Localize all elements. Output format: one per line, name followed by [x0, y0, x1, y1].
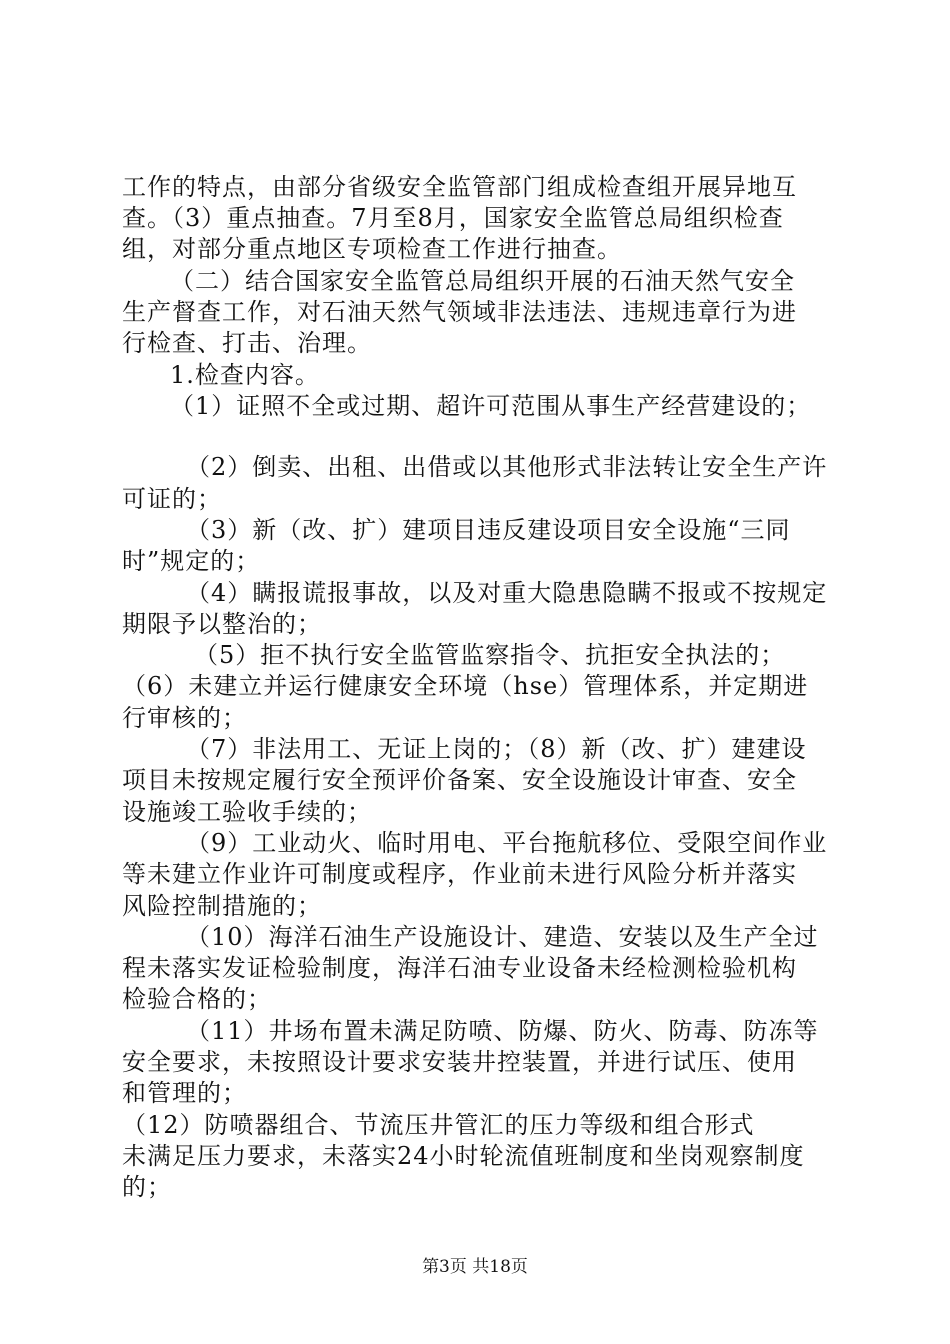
- text-line: （10）海洋石油生产设施设计、建造、安装以及生产全过: [186, 923, 819, 951]
- text-line: 设施竣工验收手续的；: [122, 798, 372, 826]
- text-line: 风险控制措施的；: [122, 892, 322, 920]
- text-line: （3）新（改、扩）建项目违反建设项目安全设施“三同: [186, 516, 791, 544]
- text-line: （6）未建立并运行健康安全环境（hse）管理体系，并定期进: [122, 672, 809, 700]
- text-line: 1.检查内容。: [170, 361, 320, 389]
- page-number-footer: 第3页 共18页: [422, 1257, 528, 1277]
- text-line: 行审核的；: [122, 704, 247, 732]
- text-line: 时”规定的；: [122, 547, 261, 575]
- text-line: （12）防喷器组合、节流压井管汇的压力等级和组合形式: [122, 1111, 755, 1139]
- text-line: （7）非法用工、无证上岗的；（8）新（改、扩）建建设: [186, 735, 807, 763]
- text-line: 查。（3）重点抽查。7月至8月，国家安全监管总局组织检查: [122, 204, 784, 232]
- text-line: 未满足压力要求，未落实24小时轮流值班制度和坐岗观察制度: [122, 1142, 805, 1170]
- text-line: （2）倒卖、出租、出借或以其他形式非法转让安全生产许: [186, 453, 828, 481]
- text-line: 行检查、打击、治理。: [122, 329, 372, 357]
- text-line: （9）工业动火、临时用电、平台拖航移位、受限空间作业: [186, 829, 828, 857]
- text-line: 等未建立作业许可制度或程序，作业前未进行风险分析并落实: [122, 860, 797, 888]
- text-line: 的；: [122, 1173, 172, 1201]
- text-line: （二）结合国家安全监管总局组织开展的石油天然气安全: [170, 267, 795, 295]
- text-line: （11）井场布置未满足防喷、防爆、防火、防毒、防冻等: [186, 1017, 819, 1045]
- text-line: （1）证照不全或过期、超许可范围从事生产经营建设的；: [170, 392, 812, 420]
- text-line: 生产督查工作，对石油天然气领域非法违法、违规违章行为进: [122, 298, 797, 326]
- text-line: 工作的特点，由部分省级安全监管部门组成检查组开展异地互: [122, 173, 797, 201]
- text-line: 组，对部分重点地区专项检查工作进行抽查。: [122, 235, 622, 263]
- text-line: 检验合格的；: [122, 985, 272, 1013]
- text-line: 可证的；: [122, 485, 222, 513]
- text-line: 程未落实发证检验制度，海洋石油专业设备未经检测检验机构: [122, 954, 797, 982]
- text-line: （5）拒不执行安全监管监察指令、抗拒安全执法的；: [194, 641, 786, 669]
- text-line: （4）瞒报谎报事故，以及对重大隐患隐瞒不报或不按规定: [186, 579, 828, 607]
- text-line: 安全要求，未按照设计要求安装井控装置，并进行试压、使用: [122, 1048, 797, 1076]
- text-line: 项目未按规定履行安全预评价备案、安全设施设计审查、安全: [122, 766, 797, 794]
- text-line: 期限予以整治的；: [122, 610, 322, 638]
- text-line: 和管理的；: [122, 1079, 247, 1107]
